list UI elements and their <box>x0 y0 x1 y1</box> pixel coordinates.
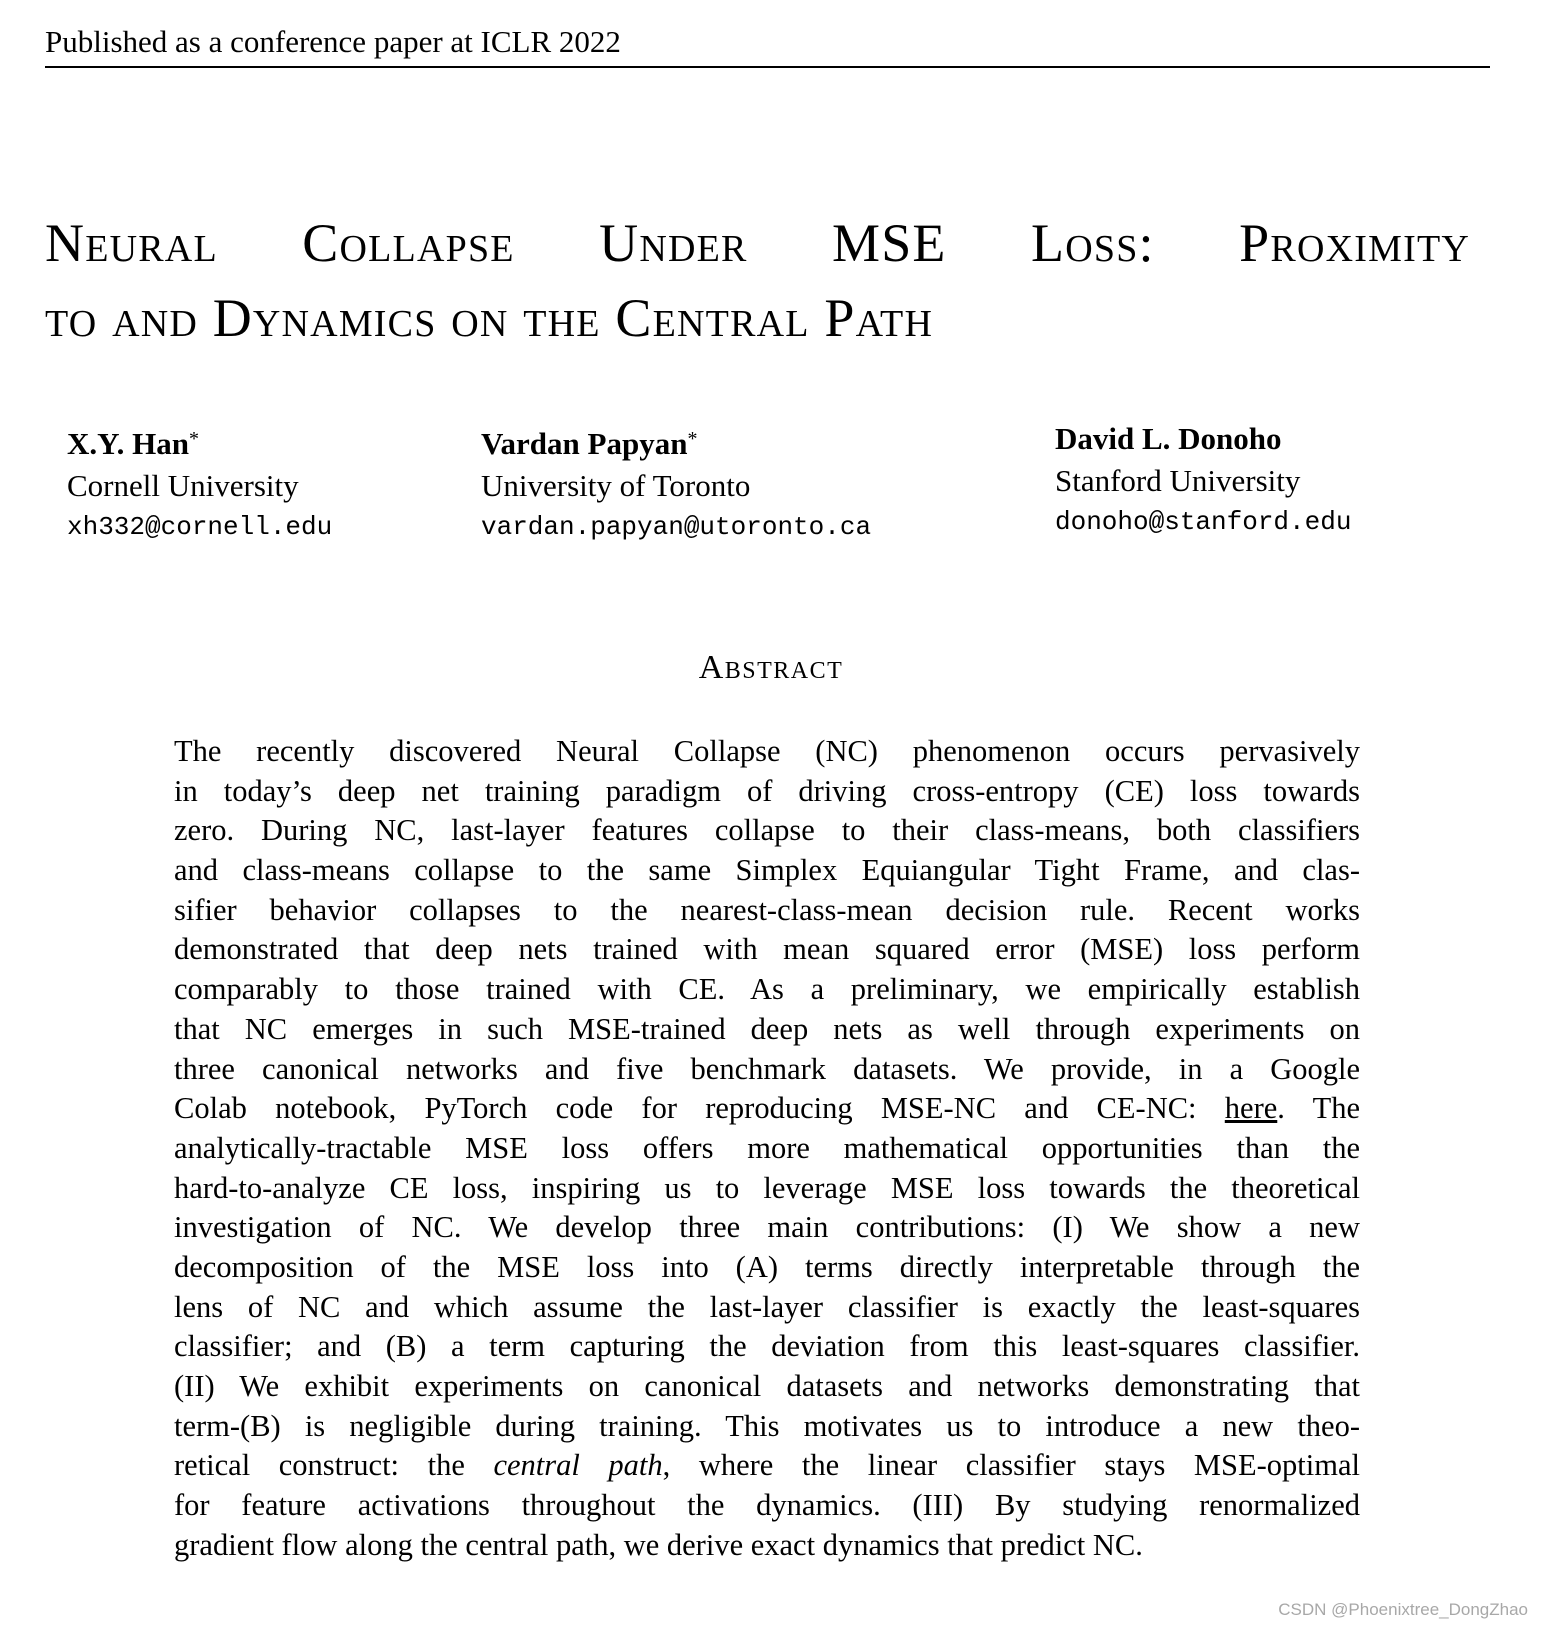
abstract-text: decomposition of the MSE loss into (A) terms directly interpretable through the <box>174 1249 1360 1284</box>
abstract-text: gradient flow along the central path, we derive exact dynamics that predict NC. <box>174 1527 1143 1562</box>
abstract-text: zero. During NC, last-layer features collapse to their class-means, both classifiers <box>174 813 1360 848</box>
abstract-line <box>174 1526 1360 1566</box>
author-name-text: Vardan Papyan <box>481 426 688 461</box>
abstract-line <box>174 1089 1360 1129</box>
code-link[interactable]: here <box>1224 1091 1278 1126</box>
abstract-line <box>174 1486 1360 1526</box>
abstract-line <box>174 772 1360 812</box>
abstract-text: retical construct: the <box>174 1448 494 1483</box>
title-line-2: to and Dynamics on the Central Path <box>45 288 934 348</box>
abstract-line <box>174 1327 1360 1367</box>
author-affiliation: University of Toronto <box>481 468 751 503</box>
author-name <box>67 418 332 465</box>
author-name-text: David L. Donoho <box>1055 421 1282 456</box>
abstract-body <box>174 732 1360 1565</box>
author-affiliation: Cornell University <box>67 468 299 503</box>
abstract-text: investigation of NC. We develop three main contributions: (I) We show a new <box>174 1210 1360 1245</box>
author-email: xh332@cornell.edu <box>67 512 333 542</box>
abstract-text: and class-means collapse to the same Simplex Equiangular Tight Frame, and clas- <box>174 853 1360 888</box>
abstract-line <box>174 1129 1360 1169</box>
running-header: Published as a conference paper at ICLR 2022 <box>45 24 621 59</box>
author-email: donoho@stanford.edu <box>1055 507 1352 537</box>
abstract-line <box>174 891 1360 931</box>
abstract-line <box>174 1407 1360 1447</box>
abstract-text: lens of NC and which assume the last-layer classifier is exactly the least-squares <box>174 1289 1360 1324</box>
abstract-line <box>174 732 1360 772</box>
emphasis-text: central path <box>493 1448 663 1483</box>
abstract-line <box>174 1446 1360 1486</box>
author-block <box>481 418 871 547</box>
abstract-text: , where the linear classifier stays MSE-optimal <box>662 1448 1360 1483</box>
author-name <box>481 418 871 465</box>
abstract-line <box>174 1288 1360 1328</box>
watermark: CSDN @Phoenixtree_DongZhao <box>1278 1600 1528 1619</box>
equal-contribution-mark: * <box>687 428 698 450</box>
author-block <box>67 418 332 547</box>
abstract-text: term-(B) is negligible during training. This motivates us to introduce a new theo- <box>174 1408 1360 1443</box>
abstract-text: comparably to those trained with CE. As a preliminary, we empirically establish <box>174 972 1360 1007</box>
abstract-text: The recently discovered Neural Collapse (NC) phenomenon occurs pervasively <box>174 734 1360 768</box>
title-line-1: Neural Collapse Under MSE Loss: Proximity <box>45 213 1470 273</box>
abstract-line <box>174 1248 1360 1288</box>
abstract-text: in today’s deep net training paradigm of driving cross-entropy (CE) loss towards <box>174 773 1360 808</box>
abstract-line <box>174 970 1360 1010</box>
abstract-text: . The <box>1277 1091 1360 1126</box>
author-name <box>1055 418 1351 460</box>
abstract-text: Colab notebook, PyTorch code for reproducing MSE-NC and CE-NC: <box>174 1091 1225 1126</box>
abstract-text: (II) We exhibit experiments on canonical datasets and networks demonstrating that <box>174 1369 1360 1403</box>
abstract-line <box>174 1208 1360 1248</box>
equal-contribution-mark: * <box>189 428 200 450</box>
abstract-text: demonstrated that deep nets trained with mean squared error (MSE) loss perform <box>174 932 1360 967</box>
abstract-text: analytically-tractable MSE loss offers more mathematical opportunities than the <box>174 1130 1360 1165</box>
header-rule <box>45 66 1490 68</box>
abstract-line <box>174 811 1360 851</box>
abstract-line <box>174 851 1360 891</box>
abstract-text: for feature activations throughout the dynamics. (III) By studying renormalized <box>174 1488 1360 1523</box>
author-name-text: X.Y. Han <box>67 426 190 461</box>
author-affiliation: Stanford University <box>1055 463 1301 498</box>
abstract-text: three canonical networks and five benchmark datasets. We provide, in a Google <box>174 1051 1360 1086</box>
abstract-line <box>174 1050 1360 1090</box>
abstract-line <box>174 1367 1360 1407</box>
abstract-heading: Abstract <box>698 649 844 686</box>
abstract-line <box>174 1169 1360 1209</box>
abstract-text: classifier; and (B) a term capturing the deviation from this least-squares classifier. <box>174 1329 1360 1364</box>
abstract-text: hard-to-analyze CE loss, inspiring us to leverage MSE loss towards the theoretical <box>174 1170 1360 1205</box>
abstract-line <box>174 930 1360 970</box>
abstract-line <box>174 1010 1360 1050</box>
author-email: vardan.papyan@utoronto.ca <box>481 512 872 542</box>
abstract-text: that NC emerges in such MSE-trained deep nets as well through experiments on <box>174 1011 1360 1046</box>
abstract-text: sifier behavior collapses to the nearest-class-mean decision rule. Recent works <box>174 892 1360 927</box>
author-block <box>1055 418 1351 542</box>
